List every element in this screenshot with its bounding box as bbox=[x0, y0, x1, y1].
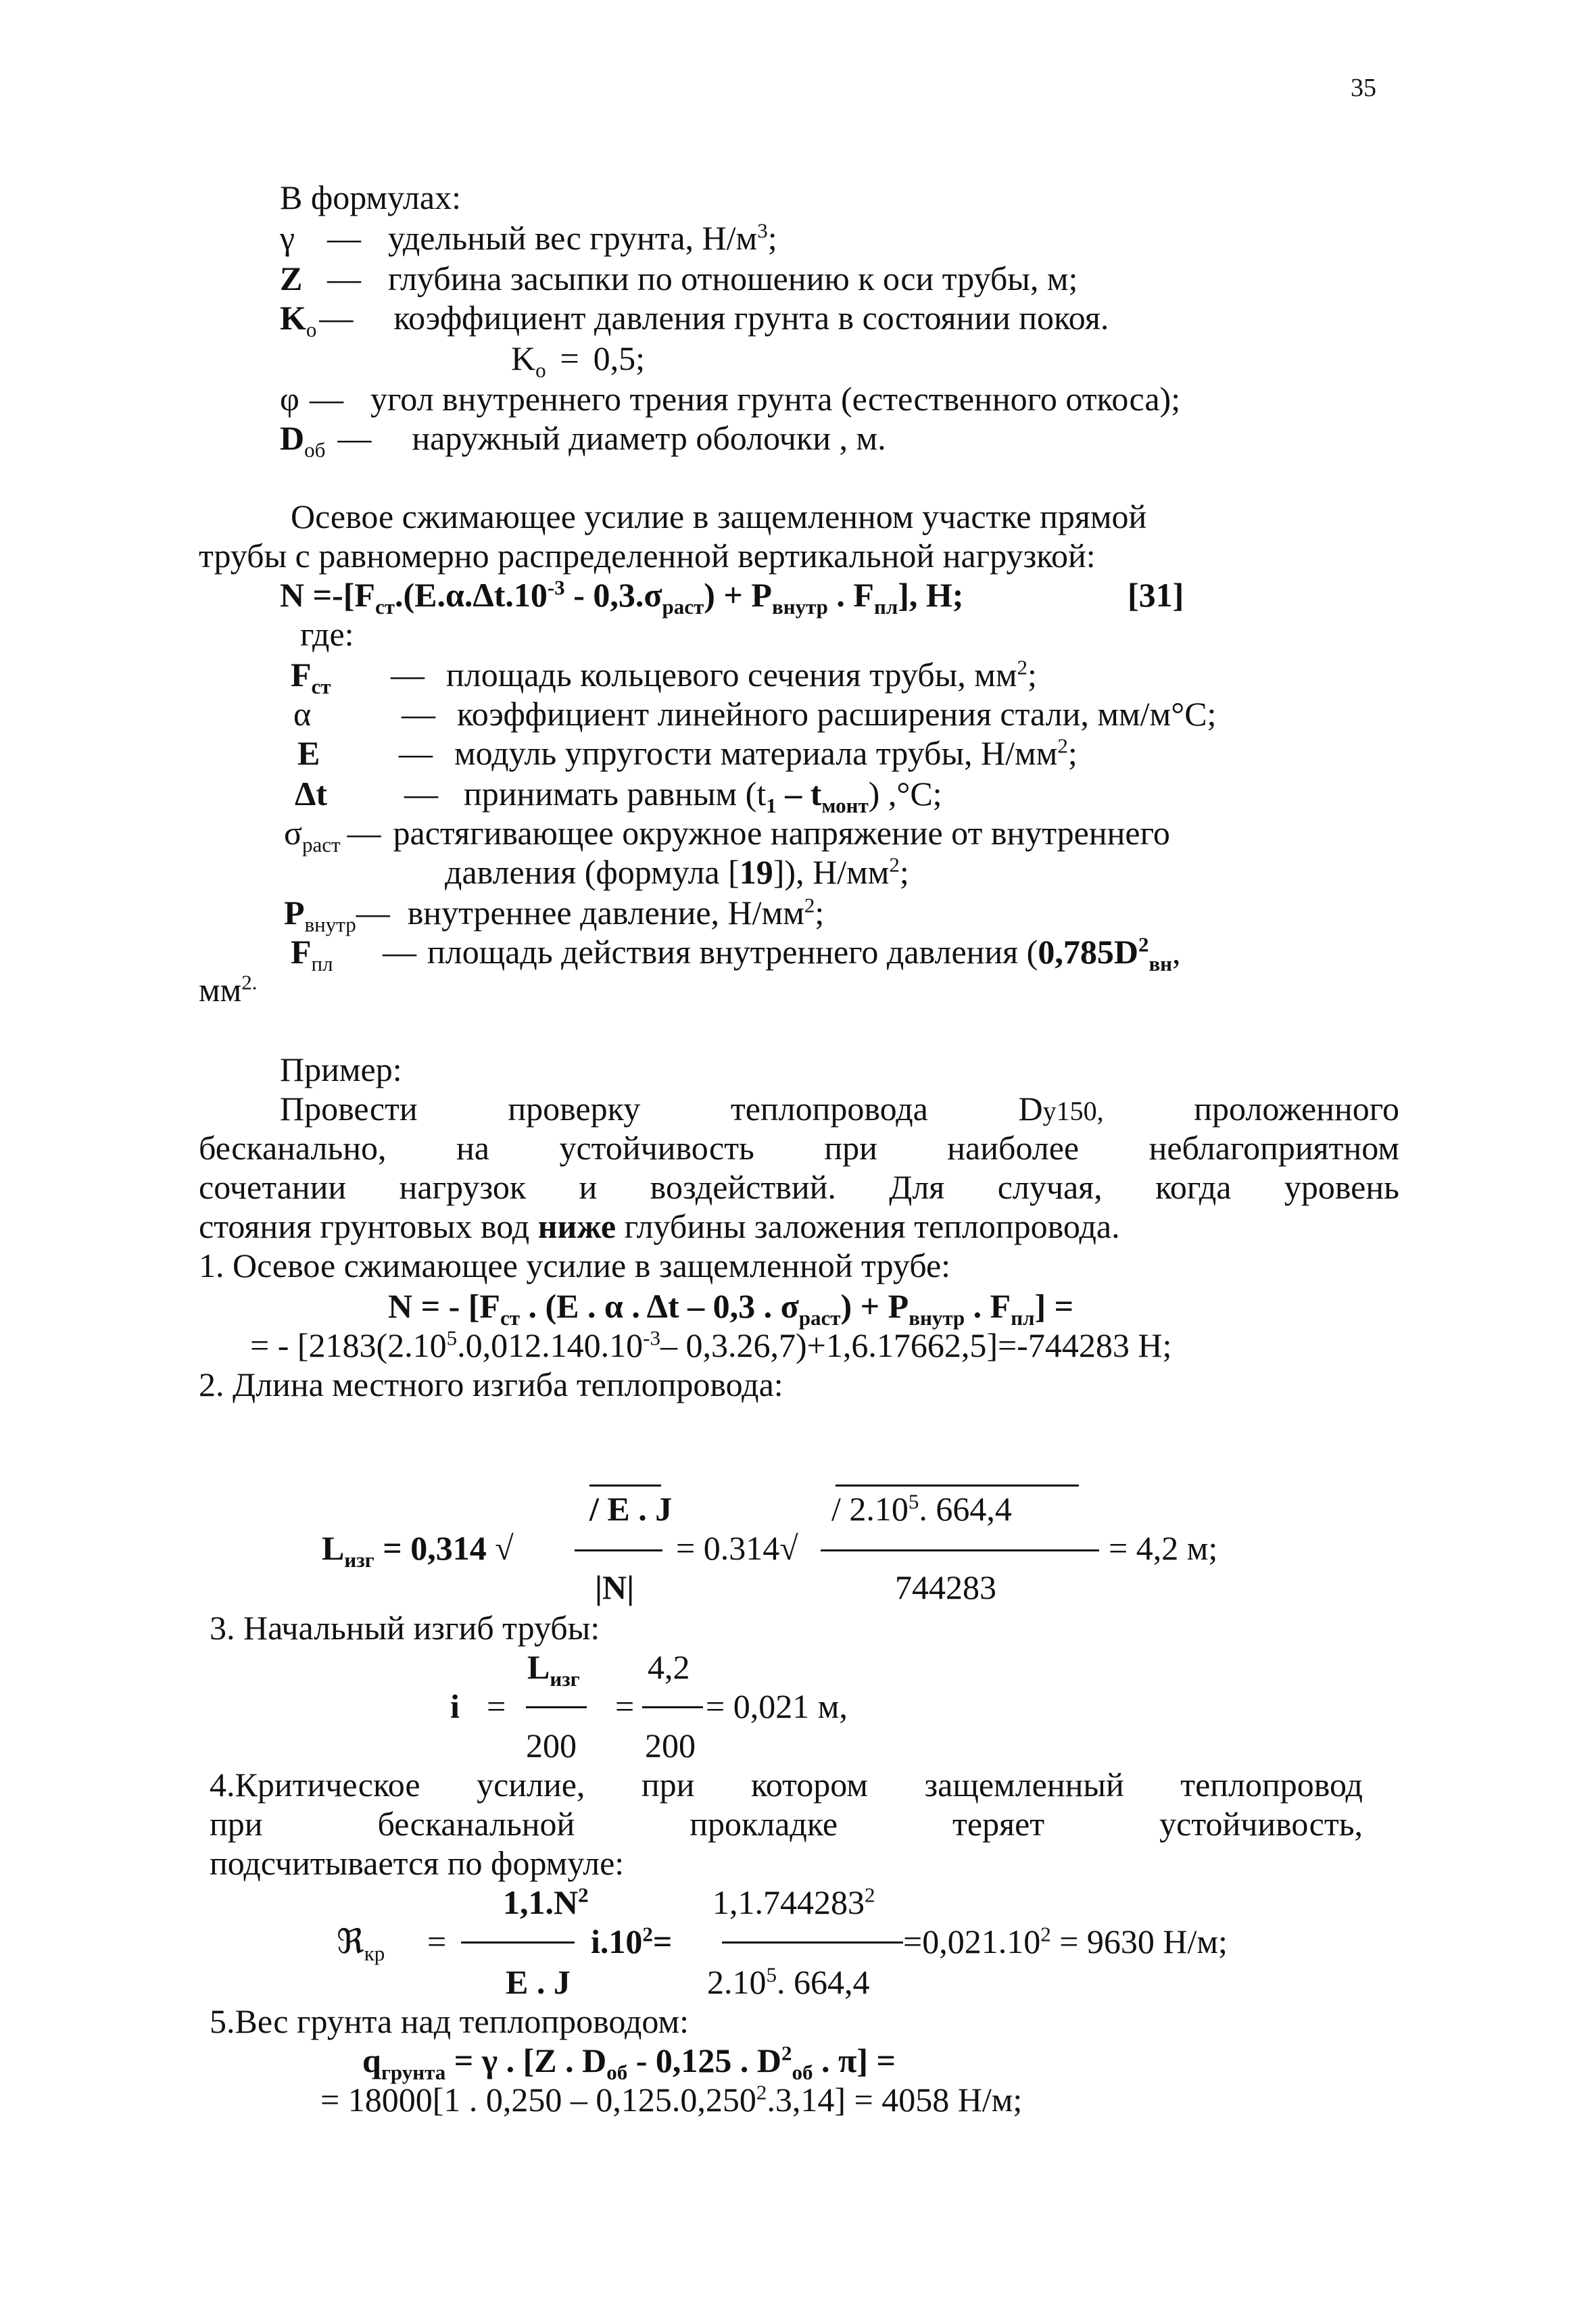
def-symbol: σ bbox=[284, 814, 302, 852]
def-dash: — bbox=[327, 260, 361, 297]
step2-eq2: = 0.314√ bbox=[676, 1529, 798, 1567]
example-line-1 bbox=[280, 1088, 1399, 1132]
formula-part: ) + P bbox=[840, 1287, 909, 1325]
def-sup: 3 bbox=[757, 218, 768, 243]
def-dt-text bbox=[404, 773, 942, 817]
def-text: принимать равным (t bbox=[464, 775, 767, 813]
def-tail: ; bbox=[767, 219, 777, 257]
def-z bbox=[280, 258, 1078, 299]
step1-formula bbox=[388, 1286, 1074, 1330]
def-text: удельный вес грунта, Н/м bbox=[388, 219, 758, 257]
word: и bbox=[579, 1168, 598, 1206]
step4-line-3: подсчитывается по формуле: bbox=[210, 1844, 625, 1882]
calc-part: = 18000[1 . 0,250 – 0,125.0,250 bbox=[320, 2081, 756, 2119]
para1-line2: трубы с равномерно распределенной вертикальной нагрузкой: bbox=[199, 537, 1096, 575]
result-part: =0,021.10 bbox=[903, 1923, 1041, 1960]
text: глубины заложения теплопровода. bbox=[616, 1207, 1120, 1245]
def-phi bbox=[280, 379, 1180, 419]
word: нагрузок bbox=[399, 1168, 527, 1206]
formula-sub: ст bbox=[374, 595, 395, 619]
formula-n bbox=[280, 575, 964, 619]
def-ref: 19 bbox=[739, 853, 773, 891]
formula-part: N =-[F bbox=[280, 576, 375, 614]
def-eq: = bbox=[560, 339, 579, 377]
lhs-sub: изг bbox=[344, 1548, 374, 1572]
num-part: . 664,4 bbox=[919, 1490, 1012, 1528]
word: при bbox=[641, 1766, 695, 1804]
def-dash: — bbox=[391, 656, 425, 694]
def-text: коэффициент линейного расширения стали, мм/м°С; bbox=[457, 695, 1217, 733]
def-text: внутреннее давление, Н/мм bbox=[407, 894, 804, 932]
def-text: угол внутреннего трения грунта (естественного откоса); bbox=[370, 380, 1181, 418]
def-sub: пл bbox=[311, 952, 333, 975]
step2-den1: |N| bbox=[595, 1568, 635, 1606]
step2-num1: / E . J bbox=[589, 1490, 673, 1528]
def-dash: — bbox=[356, 894, 390, 932]
formula-part: .(E.α.Δt.10 bbox=[394, 576, 548, 614]
def-dash: — bbox=[310, 380, 343, 418]
def-dash: — bbox=[399, 734, 433, 772]
def-sub: монт bbox=[821, 794, 869, 817]
def-sigma-cont bbox=[445, 852, 909, 892]
word: теплопровода bbox=[730, 1090, 928, 1128]
def-dash: — bbox=[402, 695, 435, 733]
lhs-symbol: ℜ bbox=[337, 1923, 364, 1960]
lhs-sub: кр bbox=[364, 1941, 385, 1965]
word: защемленный bbox=[924, 1766, 1124, 1804]
fraction-bar-2 bbox=[821, 1549, 1099, 1551]
step3-result: = 0,021 м, bbox=[706, 1687, 848, 1725]
calc-part: = - [2183(2.10 bbox=[250, 1326, 447, 1364]
num-part: / 2.10 bbox=[831, 1490, 909, 1528]
step4-den1: E . J bbox=[506, 1963, 571, 2001]
where-label: где: bbox=[300, 615, 354, 653]
step4-num1 bbox=[503, 1882, 589, 1923]
formula-sub: грунта bbox=[381, 2060, 446, 2084]
step3-eq: = bbox=[487, 1687, 506, 1725]
def-symbol-letter: F bbox=[291, 656, 312, 694]
word-part: у150, bbox=[1042, 1096, 1104, 1126]
word: проложенного bbox=[1194, 1090, 1399, 1128]
def-symbol: D bbox=[280, 419, 305, 457]
word: бесканальной bbox=[377, 1805, 575, 1843]
def-ko-value bbox=[511, 338, 646, 382]
word: на bbox=[456, 1129, 489, 1167]
def-dt: Δt bbox=[295, 775, 327, 813]
word: теплопровод bbox=[1180, 1766, 1363, 1804]
para1-line1: Осевое сжимающее усилие в защемленном участке прямой bbox=[291, 498, 1147, 535]
word: неблагоприятном bbox=[1148, 1129, 1399, 1167]
step3-eq2: = bbox=[615, 1687, 635, 1725]
formula-part: ], H; bbox=[898, 576, 964, 614]
step3-den1: 200 bbox=[526, 1727, 577, 1764]
def-sub: ст bbox=[311, 675, 331, 698]
sqrt-overline-2 bbox=[836, 1485, 1079, 1487]
word: усилие, bbox=[477, 1766, 585, 1804]
sqrt-overline-1 bbox=[589, 1485, 661, 1487]
def-dob bbox=[280, 418, 886, 462]
step4-num2 bbox=[712, 1882, 875, 1923]
word: бесканально, bbox=[199, 1129, 387, 1167]
formula-part: . π] = bbox=[813, 2042, 896, 2079]
page-number: 35 bbox=[1351, 74, 1376, 102]
num-part: 1,1.N bbox=[503, 1883, 579, 1921]
den-part: . 664,4 bbox=[777, 1963, 870, 2001]
formula-sub: об bbox=[606, 2060, 628, 2084]
def-sub: o bbox=[306, 318, 317, 341]
step4-line-2 bbox=[210, 1804, 1363, 1844]
def-e-text bbox=[399, 733, 1078, 773]
formula-part: = γ . [Z . D bbox=[445, 2042, 607, 2079]
fraction-bar-5 bbox=[461, 1941, 575, 1944]
step4-lhs bbox=[337, 1921, 385, 1965]
calc-part: – 0,3.26,7)+1,6.17662,5]=-744283 Н; bbox=[660, 1326, 1172, 1364]
def-sup: 2 bbox=[804, 893, 815, 917]
def-text: растягивающее окружное напряжение от внутреннего bbox=[393, 814, 1170, 852]
step5-calc bbox=[320, 2079, 1022, 2120]
num-sup: 5 bbox=[908, 1489, 919, 1514]
step4-den2 bbox=[707, 1962, 870, 2002]
step3-lhs: i bbox=[450, 1687, 460, 1725]
word: наиболее bbox=[947, 1129, 1080, 1167]
def-text: давления (формула [ bbox=[445, 853, 740, 891]
den-part: 2.10 bbox=[707, 1963, 767, 2001]
def-dash: — bbox=[404, 775, 438, 813]
def-dash: — bbox=[337, 419, 372, 457]
formula-ref: [31] bbox=[1128, 576, 1184, 614]
def-text: модуль упругости материала трубы, Н/мм bbox=[454, 734, 1058, 772]
def-fst bbox=[291, 654, 331, 698]
fraction-bar-6 bbox=[722, 1941, 903, 1944]
def-symbol: F bbox=[291, 933, 312, 971]
formula-sub: раст bbox=[798, 1306, 841, 1330]
step2-title: 2. Длина местного изгиба теплопровода: bbox=[199, 1366, 783, 1403]
example-line-4 bbox=[199, 1206, 1120, 1247]
word: теряет bbox=[952, 1805, 1045, 1843]
def-alpha-text bbox=[402, 694, 1216, 734]
word: проверку bbox=[508, 1090, 641, 1128]
result-sup: 2 bbox=[1040, 1922, 1051, 1946]
def-sup: 2 bbox=[1017, 655, 1028, 679]
word: устойчивость bbox=[559, 1129, 754, 1167]
formula-part: . (E . α . Δt – 0,3 . σ bbox=[519, 1287, 799, 1325]
formula-sub: пл bbox=[873, 595, 898, 619]
def-symbol: γ bbox=[280, 219, 295, 257]
def-sub: o bbox=[535, 358, 546, 382]
def-text: ]), Н/мм bbox=[773, 853, 890, 891]
def-symbol: Z bbox=[280, 260, 303, 297]
word: прокладке bbox=[690, 1805, 838, 1843]
step3-num2: 4,2 bbox=[648, 1648, 690, 1686]
formula-sub: ст bbox=[500, 1306, 520, 1330]
word: 4.Критическое bbox=[210, 1766, 420, 1804]
word: случая, bbox=[997, 1168, 1103, 1206]
def-mid: – t bbox=[776, 775, 822, 813]
step5-formula bbox=[362, 2040, 896, 2084]
word: уровень bbox=[1284, 1168, 1399, 1206]
formulas-intro: В формулах: bbox=[280, 178, 461, 216]
def-dash: — bbox=[383, 933, 416, 971]
formula-part: . F bbox=[965, 1287, 1011, 1325]
def-pvnutr bbox=[284, 892, 825, 936]
def-dash: — bbox=[319, 299, 354, 337]
step1-calc bbox=[250, 1325, 1171, 1366]
def-fpl-text bbox=[383, 932, 1181, 975]
calc-part: .3,14] = 4058 Н/м; bbox=[767, 2081, 1023, 2119]
def-ko bbox=[280, 297, 1109, 341]
text: стояния грунтовых вод bbox=[199, 1207, 538, 1245]
def-tail: ; bbox=[1067, 734, 1078, 772]
fraction-bar-4 bbox=[642, 1706, 703, 1708]
def-sup: 2 bbox=[889, 852, 900, 877]
formula-part: ] = bbox=[1034, 1287, 1074, 1325]
word: когда bbox=[1155, 1168, 1232, 1206]
emphasis: ниже bbox=[537, 1207, 616, 1245]
def-text: 0,5; bbox=[593, 339, 646, 377]
mid-part: = bbox=[652, 1923, 673, 1960]
word: при bbox=[824, 1129, 877, 1167]
def-sub: об bbox=[304, 438, 326, 462]
step2-lhs bbox=[322, 1528, 514, 1572]
calc-sup: -3 bbox=[643, 1326, 660, 1350]
word: при bbox=[210, 1805, 263, 1843]
def-fpl bbox=[291, 932, 333, 975]
num-sup: 2 bbox=[578, 1883, 589, 1907]
def-dash: — bbox=[347, 814, 381, 852]
def-tail: ) ,°С; bbox=[868, 775, 942, 813]
step4-eq: = bbox=[427, 1923, 447, 1960]
formula-part: N = - [F bbox=[388, 1287, 500, 1325]
def-fst-text bbox=[391, 654, 1037, 695]
num-sup: 2 bbox=[865, 1883, 875, 1907]
def-sub: внутр bbox=[304, 913, 356, 936]
result-part: = 9630 Н/м; bbox=[1050, 1923, 1228, 1960]
def-symbol: φ bbox=[280, 380, 299, 418]
formula-sub: внутр bbox=[771, 595, 828, 619]
step2-result: = 4,2 м; bbox=[1109, 1529, 1218, 1567]
word: Для bbox=[889, 1168, 945, 1206]
step5-title: 5.Вес грунта над теплопроводом: bbox=[210, 2002, 689, 2040]
lhs-part: L bbox=[322, 1529, 345, 1567]
formula-sub: об bbox=[792, 2060, 813, 2084]
word: Провести bbox=[280, 1090, 418, 1128]
word bbox=[1019, 1088, 1104, 1132]
step3-den2: 200 bbox=[645, 1727, 696, 1764]
def-tail: ; bbox=[899, 853, 909, 891]
formula-part: - 0,3.σ bbox=[564, 576, 662, 614]
def-sup: 2 bbox=[1057, 733, 1068, 758]
example-title: Пример: bbox=[280, 1051, 402, 1088]
def-dash: — bbox=[327, 219, 361, 257]
formula-part: . F bbox=[827, 576, 874, 614]
def-text: площадь действия внутреннего давления ( bbox=[427, 933, 1038, 971]
def-symbol: K bbox=[511, 339, 536, 377]
step4-result bbox=[903, 1921, 1228, 1962]
num-part: 1,1.744283 bbox=[712, 1883, 865, 1921]
mm2-unit bbox=[199, 969, 258, 1010]
unit-text: мм bbox=[199, 971, 242, 1009]
fraction-bar-3 bbox=[526, 1706, 587, 1708]
def-sigma bbox=[284, 813, 1170, 857]
def-text: коэффициент давления грунта в состоянии покоя. bbox=[393, 299, 1109, 337]
formula-sub: раст bbox=[662, 595, 704, 619]
word: котором bbox=[750, 1766, 868, 1804]
step3-num1 bbox=[527, 1647, 580, 1691]
formula-sup: 2 bbox=[781, 2041, 792, 2065]
formula-sup: -3 bbox=[547, 575, 565, 600]
def-text: глубина засыпки по отношению к оси трубы, м; bbox=[388, 260, 1078, 297]
step1-title: 1. Осевое сжимающее усилие в защемленной трубе: bbox=[199, 1247, 951, 1284]
def-symbol: P bbox=[284, 894, 305, 932]
lhs-part: = 0,314 √ bbox=[374, 1529, 514, 1567]
def-sub: 1 bbox=[766, 794, 777, 817]
mid-sup: 2 bbox=[642, 1922, 653, 1946]
def-bold: 0,785D bbox=[1038, 933, 1138, 971]
example-line-3 bbox=[199, 1167, 1399, 1207]
calc-sup: 2 bbox=[756, 2080, 767, 2104]
formula-sub: внутр bbox=[909, 1306, 965, 1330]
fraction-bar-1 bbox=[575, 1549, 662, 1551]
def-gamma bbox=[280, 218, 777, 258]
def-text: наружный диаметр оболочки , м. bbox=[412, 419, 886, 457]
unit-sup: 2. bbox=[241, 970, 258, 994]
step4-mid bbox=[591, 1921, 672, 1962]
step2-den2: 744283 bbox=[895, 1568, 996, 1606]
word: устойчивость, bbox=[1159, 1805, 1363, 1843]
def-text: площадь кольцевого сечения трубы, мм bbox=[446, 656, 1017, 694]
formula-sub: пл bbox=[1011, 1306, 1035, 1330]
example-line-2 bbox=[199, 1128, 1399, 1168]
formula-part: - 0,125 . D bbox=[627, 2042, 781, 2079]
def-e: E bbox=[297, 734, 320, 772]
num-sub: изг bbox=[550, 1667, 580, 1691]
def-symbol: K bbox=[280, 299, 306, 337]
formula-part: ) + P bbox=[704, 576, 772, 614]
mid-part: i.10 bbox=[591, 1923, 643, 1960]
word: сочетании bbox=[199, 1168, 347, 1206]
def-sup: 2 bbox=[1138, 932, 1149, 957]
calc-sup: 5 bbox=[446, 1326, 458, 1350]
word-part: D bbox=[1018, 1090, 1043, 1128]
def-tail: , bbox=[1172, 933, 1181, 971]
den-sup: 5 bbox=[766, 1962, 777, 1987]
def-sub: раст bbox=[301, 833, 341, 857]
num-part: L bbox=[527, 1648, 550, 1686]
step2-num2 bbox=[831, 1489, 1012, 1529]
def-symbol bbox=[291, 654, 331, 698]
formula-part: q bbox=[362, 2042, 381, 2079]
def-tail: ; bbox=[1027, 656, 1037, 694]
step3-title: 3. Начальный изгиб трубы: bbox=[210, 1609, 600, 1647]
step4-line-1 bbox=[210, 1764, 1363, 1805]
def-tail: ; bbox=[815, 894, 825, 932]
def-sub: вн bbox=[1148, 952, 1173, 975]
word: воздействий. bbox=[650, 1168, 836, 1206]
def-alpha: α bbox=[293, 695, 312, 733]
calc-part: .0,012.140.10 bbox=[457, 1326, 644, 1364]
